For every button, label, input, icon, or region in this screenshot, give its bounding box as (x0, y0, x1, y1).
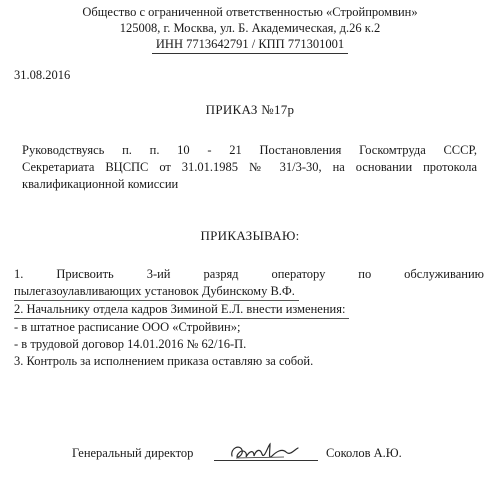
signer-name: Соколов А.Ю. (326, 446, 402, 460)
signer-position: Генеральный директор (72, 446, 194, 460)
order-title: ПРИКАЗ №17р (205, 102, 295, 117)
item-2 (14, 301, 484, 319)
order-items (14, 266, 484, 370)
item-1-line-2 (14, 283, 484, 301)
order-verb: ПРИКАЗЫВАЮ: (200, 228, 300, 243)
preamble-line-2: Секретариата ВЦСПС от 31.01.1985 № 31/3-30, на основании протокола (22, 160, 477, 174)
company-name: Общество с ограниченной ответственностью «Стройпромвин» (82, 5, 418, 19)
item-2-sub-1: - в штатное расписание ООО «Стройвин»; (14, 320, 241, 334)
document-date: 31.08.2016 (14, 68, 71, 82)
signature-block (0, 438, 500, 478)
preamble-line-3: квалификационной комиссии (22, 177, 179, 191)
company-tax-ids: ИНН 7713642791 / КПП 771301001 (152, 36, 348, 54)
company-address: 125008, г. Москва, ул. Б. Академическая, д.26 к.2 (119, 21, 381, 35)
item-1-line-1: 1. Присвоить 3-ий разряд оператору по обслуживанию (14, 267, 484, 281)
item-3: 3. Контроль за исполнением приказа оставляю за собой. (14, 354, 314, 368)
preamble (22, 142, 477, 193)
item-1-line-2-text: пылегазоулавливающих установок Дубинскому В.Ф. (14, 283, 299, 301)
company-header (0, 4, 500, 54)
handwritten-signature (224, 438, 304, 466)
item-2-sub-2: - в трудовой договор 14.01.2016 № 62/16-П. (14, 337, 247, 351)
item-2-text: 2. Начальнику отдела кадров Зиминой Е.Л. внести изменения: (14, 301, 349, 319)
preamble-line-1: Руководствуясь п. п. 10 - 21 Постановления Госкомтруда СССР, (22, 143, 477, 157)
